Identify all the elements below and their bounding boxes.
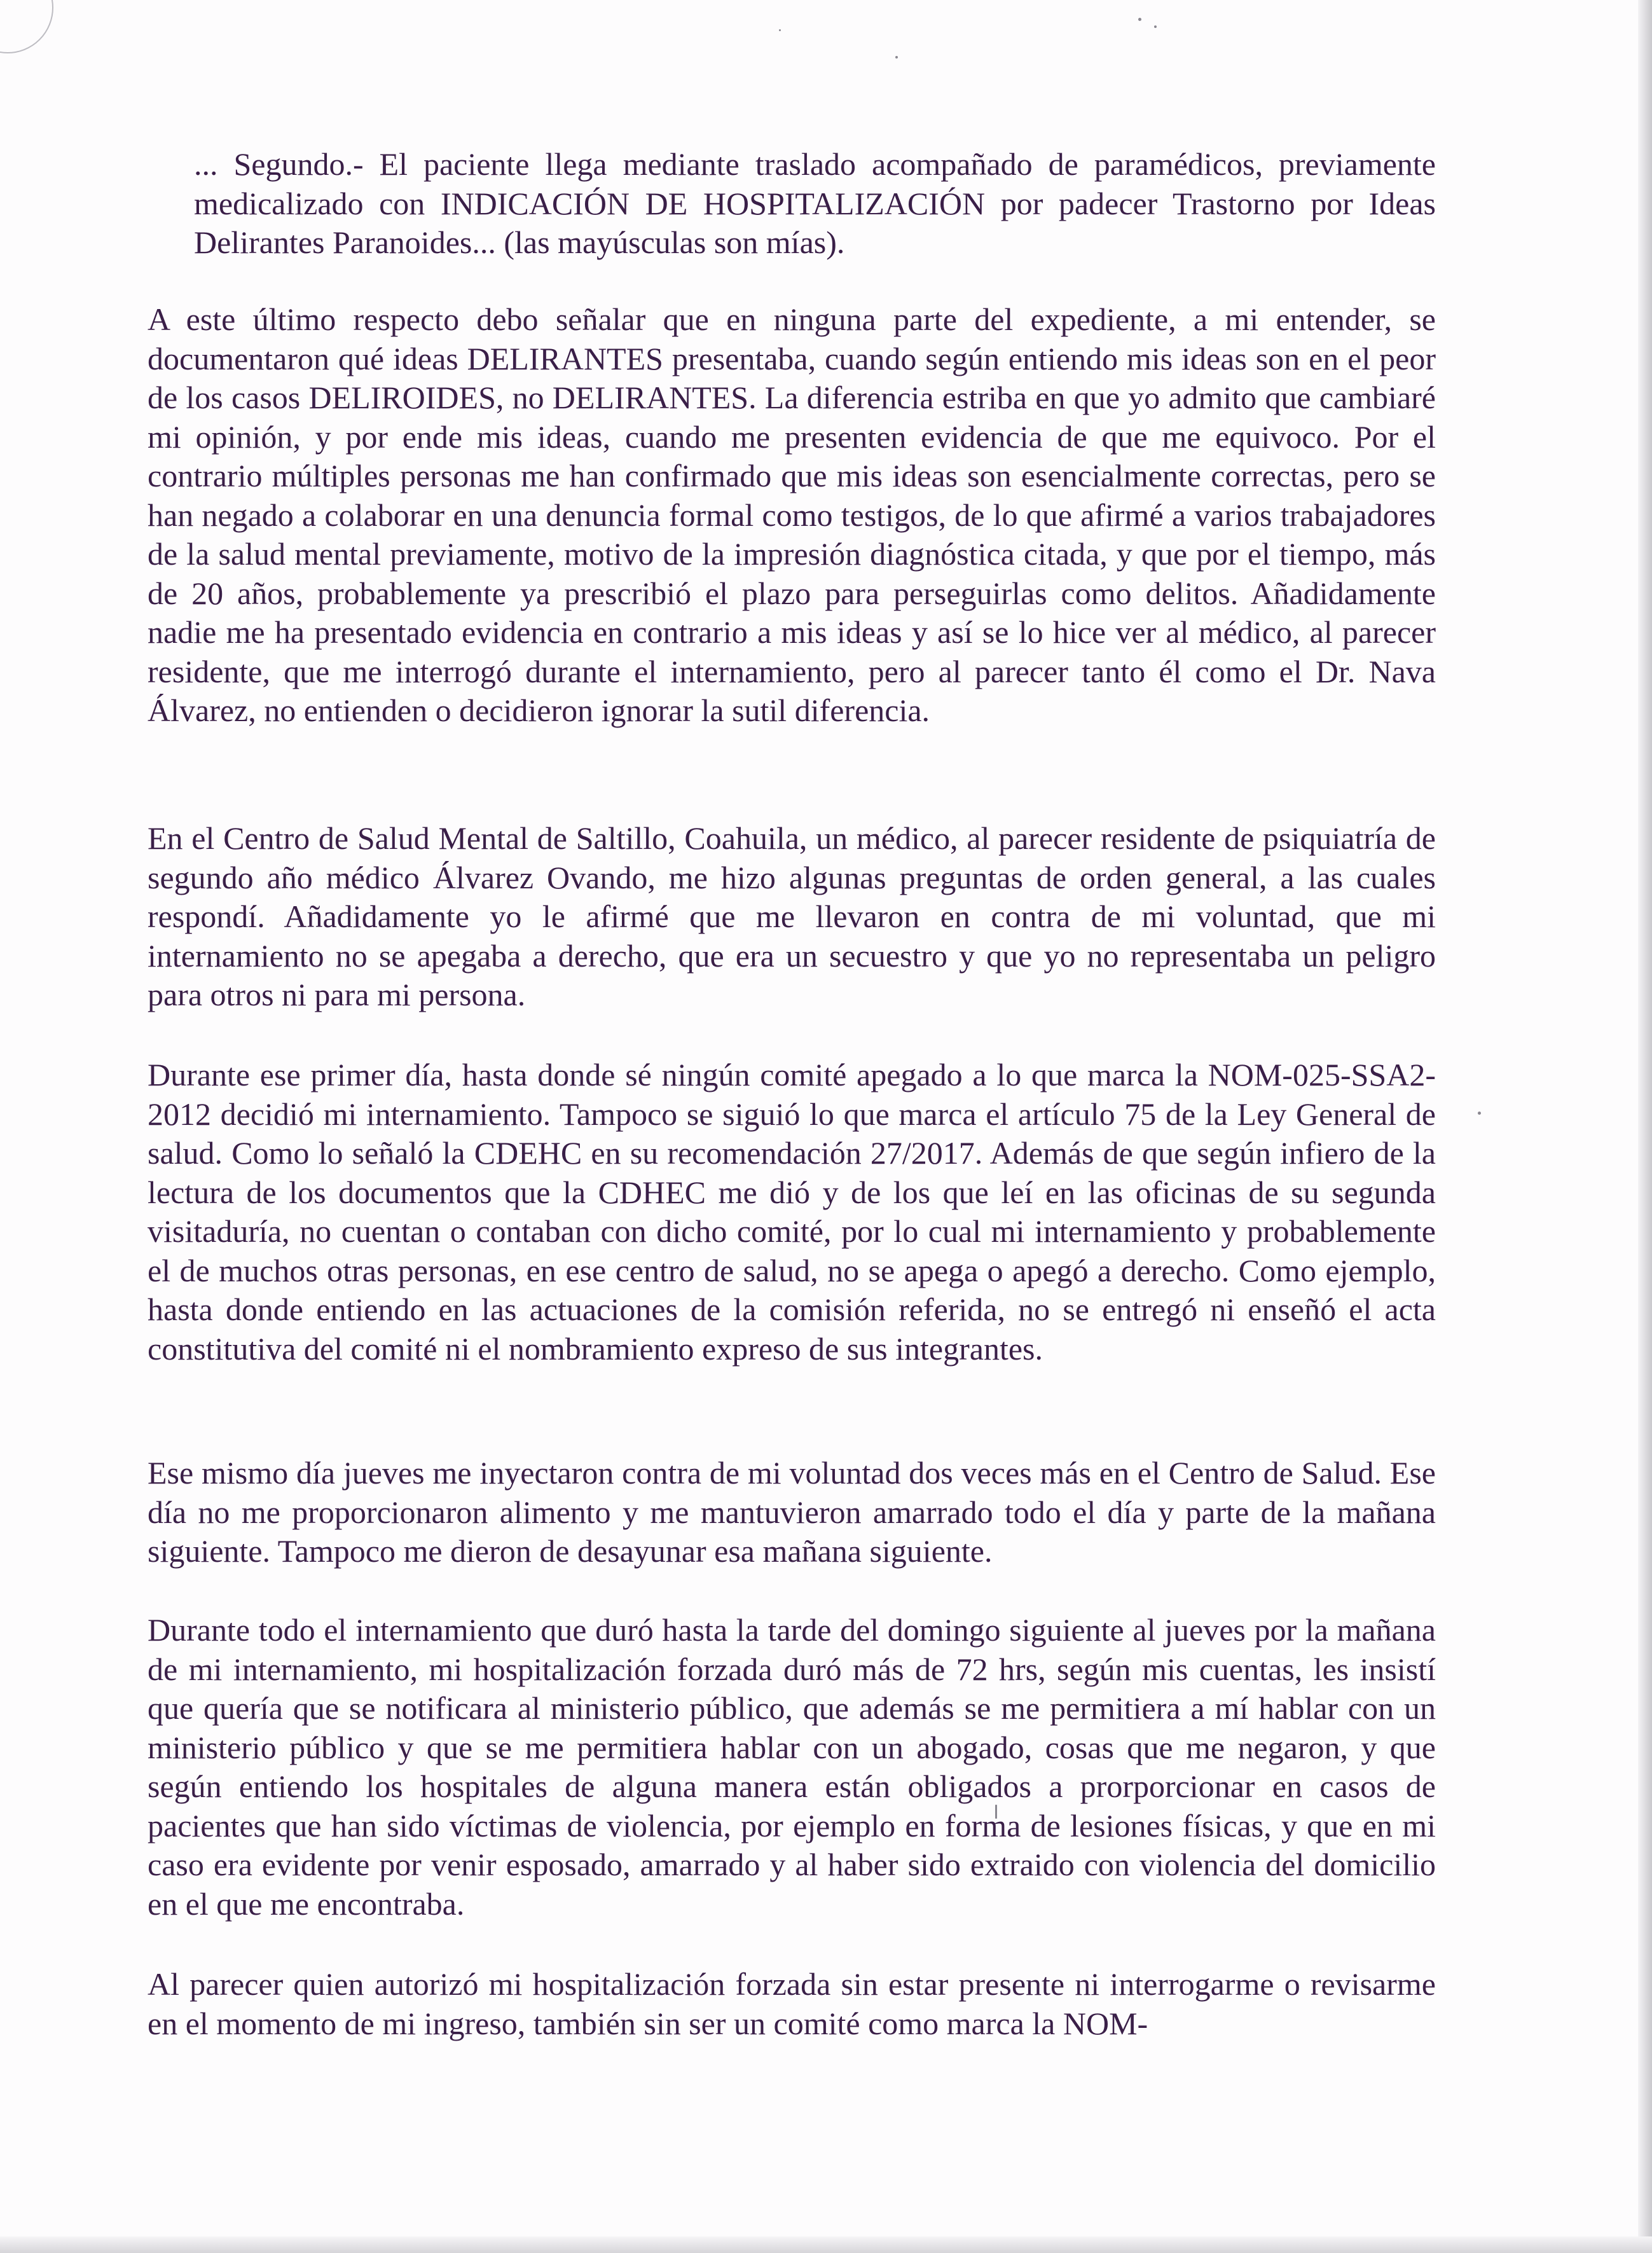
body-paragraph: En el Centro de Salud Mental de Saltillo, Coahuila, un médico, al parecer residente de psiquiatría de segundo año médico Álvarez Ovando, me hizo algunas preguntas de orden general, a las cuales respondí. Añadidamente yo le afirmé que me llevaron en contra de mi voluntad, que mi internamiento no se apegaba a derecho, que era un secuestro y que yo no representaba un peligro para otros ni para mi persona. [148, 820, 1436, 1012]
body-paragraph: Ese mismo día jueves me inyectaron contra de mi voluntad dos veces más en el Centro de Salud. Ese día no me proporcionaron alimento y me mantuvieron amarrado todo el día y parte de la mañana siguiente. Tampoco me dieron de desayunar esa mañana siguiente. [148, 1455, 1436, 1569]
page-bottom-edge-shadow [0, 2236, 1652, 2253]
scan-speck [1138, 18, 1141, 21]
scan-speck [1478, 1112, 1481, 1115]
scan-speck [895, 56, 898, 59]
body-paragraph: Durante todo el internamiento que duró hasta la tarde del domingo siguiente al jueves por la mañana de mi internamiento, mi hospitalización forzada duró más de 72 hrs, según mis cuentas, les insistí que quería que se notificara al ministerio público, que además se me permitiera a mí hablar con un ministerio público y que se me permitiera hablar con un abogado, cosas que me negaron, y que según entiendo los hospitales de alguna manera están obligados a prorporcionar en casos de pacientes que han sido víctimas de violencia, por ejemplo en forma de lesiones físicas, y que en mi caso era evidente por venir esposado, amarrado y al haber sido extraido con violencia del domicilio en el que me encontraba. [148, 1612, 1436, 1922]
scan-speck [779, 29, 781, 31]
body-paragraph: Al parecer quien autorizó mi hospitalización forzada sin estar presente ni interrogarme o revisarme en el momento de mi ingreso, también sin ser un comité como marca la NOM- [148, 1966, 1436, 2041]
quoted-paragraph: ... Segundo.- El paciente llega mediante traslado acompañado de paramédicos, previamente medicalizado con INDICACIÓN DE HOSPITALIZACIÓN por padecer Trastorno por Ideas Delirantes Paranoides... (las mayúsculas son mías). [194, 146, 1436, 260]
page-right-edge-shadow [1638, 0, 1652, 2253]
body-paragraph: A este último respecto debo señalar que en ninguna parte del expediente, a mi entender, se documentaron qué ideas DELIRANTES presentaba, cuando según entiendo mis ideas son en el peor de los casos DELIROIDES, no DELIRANTES. La diferencia estriba en que yo admito que cambiaré mi opinión, y por ende mis ideas, cuando me presenten evidencia de que me equivoco. Por el contrario múltiples personas me han confirmado que mis ideas son esencialmente correctas, pero se han negado a colaborar en una denuncia formal como testigos, de lo que afirmé a varios trabajadores de la salud mental previamente, motivo de la impresión diagnóstica citada, y que por el tiempo, más de 20 años, probablemente ya prescribió el plazo para perseguirlas como delitos. Añadidamente nadie me ha presentado evidencia en contrario a mis ideas y así se lo hice ver al médico, al parecer residente, que me interrogó durante el internamiento, pero al parecer tanto él como el Dr. Nava Álvarez, no entienden o decidieron ignorar la sutil diferencia. [148, 301, 1436, 728]
body-paragraph: Durante ese primer día, hasta donde sé ningún comité apegado a lo que marca la NOM-025-SSA2-2012 decidió mi internamiento. Tampoco se siguió lo que marca el artículo 75 de la Ley General de salud. Como lo señaló la CDEHC en su recomendación 27/2017. Además de que según infiero de la lectura de los documentos que la CDHEC me dió y de los que leí en las oficinas de su segunda visitaduría, no cuentan o contaban con dicho comité, por lo cual mi internamiento y probablemente el de muchos otras personas, en ese centro de salud, no se apega o apegó a derecho. Como ejemplo, hasta donde entiendo en las actuaciones de la comisión referida, no se entregó ni enseñó el acta constitutiva del comité ni el nombramiento expreso de sus integrantes. [148, 1057, 1436, 1367]
page-corner-curl [0, 0, 53, 53]
scan-speck [1154, 25, 1157, 28]
